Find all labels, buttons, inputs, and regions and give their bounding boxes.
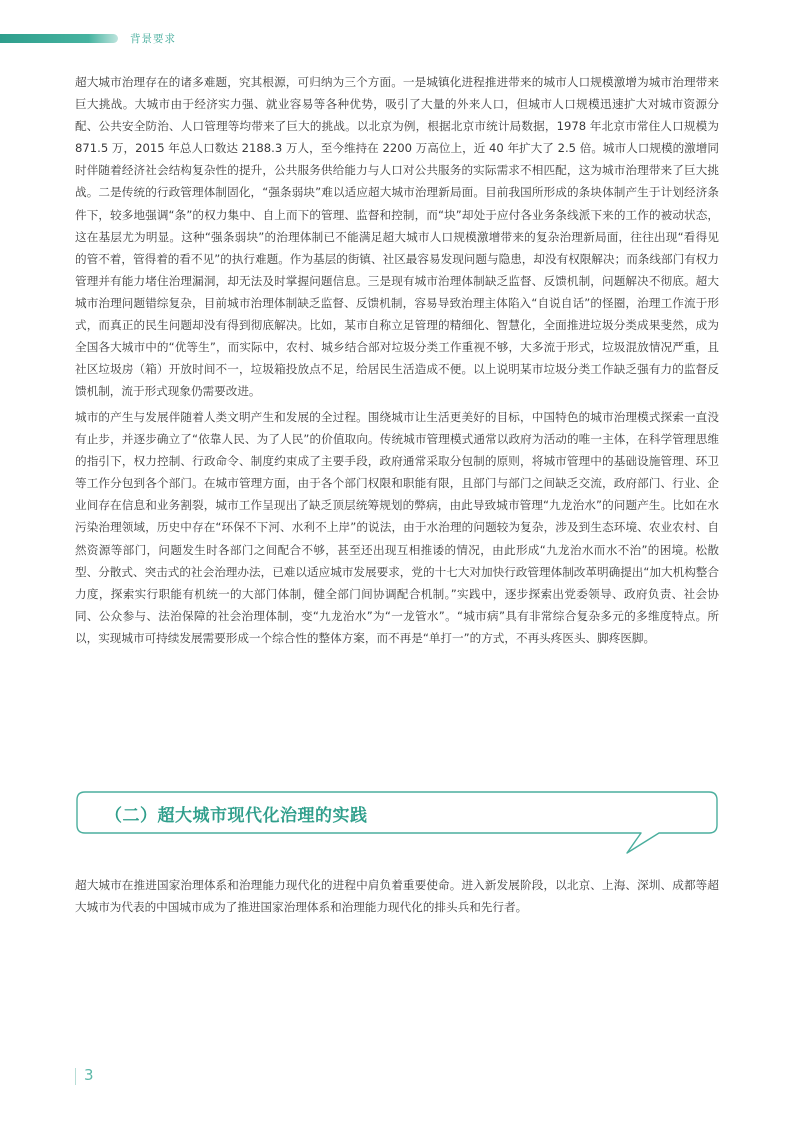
section-title: （二）超大城市现代化治理的实践 [105, 806, 368, 826]
header-accent-bar [0, 34, 118, 43]
body-paragraph-3: 超大城市在推进国家治理体系和治理能力现代化的进程中肩负着重要使命。进入新发展阶段，以北京、上海、深圳、成都等超大城市为代表的中国城市成为了推进国家治理体系和治理能力现代化的排头兵和先行者。 [75, 878, 719, 915]
section-heading-box [75, 789, 719, 855]
body-paragraph-2: 城市的产生与发展伴随着人类文明产生和发展的全过程。围绕城市让生活更美好的目标，中国特色的城市治理模式探索一直没有止步，并逐步确立了“依靠人民、为了人民”的价值取向。传统城市管理模式通常以政府为活动的唯一主体，在科学管理思维的指引下，权力控制、行政命令、制度约束成了主要手段，政府通常采取分包制的原则，将城市管理中的基础设施管理、环卫等工作分包到各个部门。在城市管理方面，由于各个部门权限和职能有限，且部门与部门之间缺乏交流，政府部门、行业、企业间存在信息和业务割裂，城市工作呈现出了缺乏顶层统筹规划的弊病，由此导致城市管理“九龙治水”的问题产生。比如在水污染治理领域，历史中存在“环保不下河、水利不上岸”的说法，由于水治理的问题较为复杂，涉及到生态环境、农业农村、自然资源等部门，问题发生时各部门之间配合不够，甚至还出现互相推诿的情况，由此形成“九龙治水而水不治”的困境。松散型、分散式、突击式的社会治理办法，已难以适应城市发展要求，党的十七大对加快行政管理体制改革明确提出“加大机构整合力度，探索实行职能有机统一的大部门体制，健全部门间协调配合机制。”实践中，逐步探索出党委领导、政府负责、社会协同、公众参与、法治保障的社会治理体制，变“九龙治水”为“一龙管水”。“城市病”具有非常综合复杂多元的多维度特点。所以，实现城市可持续发展需要形成一个综合性的整体方案，而不再是“单打一”的方式，不再头疼医头、脚疼医脚。 [75, 410, 719, 645]
page-number-divider [75, 1068, 76, 1085]
page-number: 3 [84, 1066, 94, 1084]
running-header: 背景要求 [130, 33, 176, 45]
body-paragraph-1: 超大城市治理存在的诸多难题，究其根源，可归纳为三个方面。一是城镇化进程推进带来的城市人口规模激增为城市治理带来巨大挑战。大城市由于经济实力强、就业容易等各种优势，吸引了大量的外来人口，但城市人口规模迅速扩大对城市资源分配、公共安全防治、人口管理等均带来了巨大的挑战。以北京为例，根据北京市统计局数据，1978 年北京市常住人口规模为 871.5 万，2015 年总人口数达 2188.3 万人，至今维持在 2200 万高位上，近 40 年扩大了 2.5 倍。城市人口规模的激增同时伴随着经济社会结构复杂性的提升，公共服务供给能力与人口对公共服务的实际需求不相匹配，这为城市治理带来了巨大挑战。二是传统的行政管理体制固化，“强条弱块”难以适应超大城市治理新局面。目前我国所形成的条块体制产生于计划经济条件下，较多地强调“条”的权力集中、自上而下的管理、监督和控制，而“块”却处于应付各业务条线派下来的工作的被动状态，这在基层尤为明显。这种“强条弱块”的治理体制已不能满足超大城市人口规模激增带来的复杂治理新局面，往往出现“看得见的管不着，管得着的看不见”的执行难题。作为基层的街镇、社区最容易发现问题与隐患，却没有权限解决；而条线部门有权力管理并有能力堵住治理漏洞，却无法及时掌握问题信息。三是现有城市治理体制缺乏监督、反馈机制，问题解决不彻底。超大城市治理问题错综复杂，目前城市治理体制缺乏监督、反馈机制，容易导致治理主体陷入“自说自话”的怪圈，治理工作流于形式，而真正的民生问题却没有得到彻底解决。比如，某市自称立足管理的精细化、智慧化，全面推进垃圾分类成果斐然，成为全国各大城市中的“优等生”，而实际中，农村、城乡结合部对垃圾分类工作重视不够，大多流于形式，垃圾混放情况严重，且社区垃圾房（箱）开放时间不一，垃圾箱投放点不足，给居民生活造成不便。以上说明某市垃圾分类工作缺乏强有力的监督反馈机制，流于形式现象仍需要改进。 [75, 75, 719, 399]
